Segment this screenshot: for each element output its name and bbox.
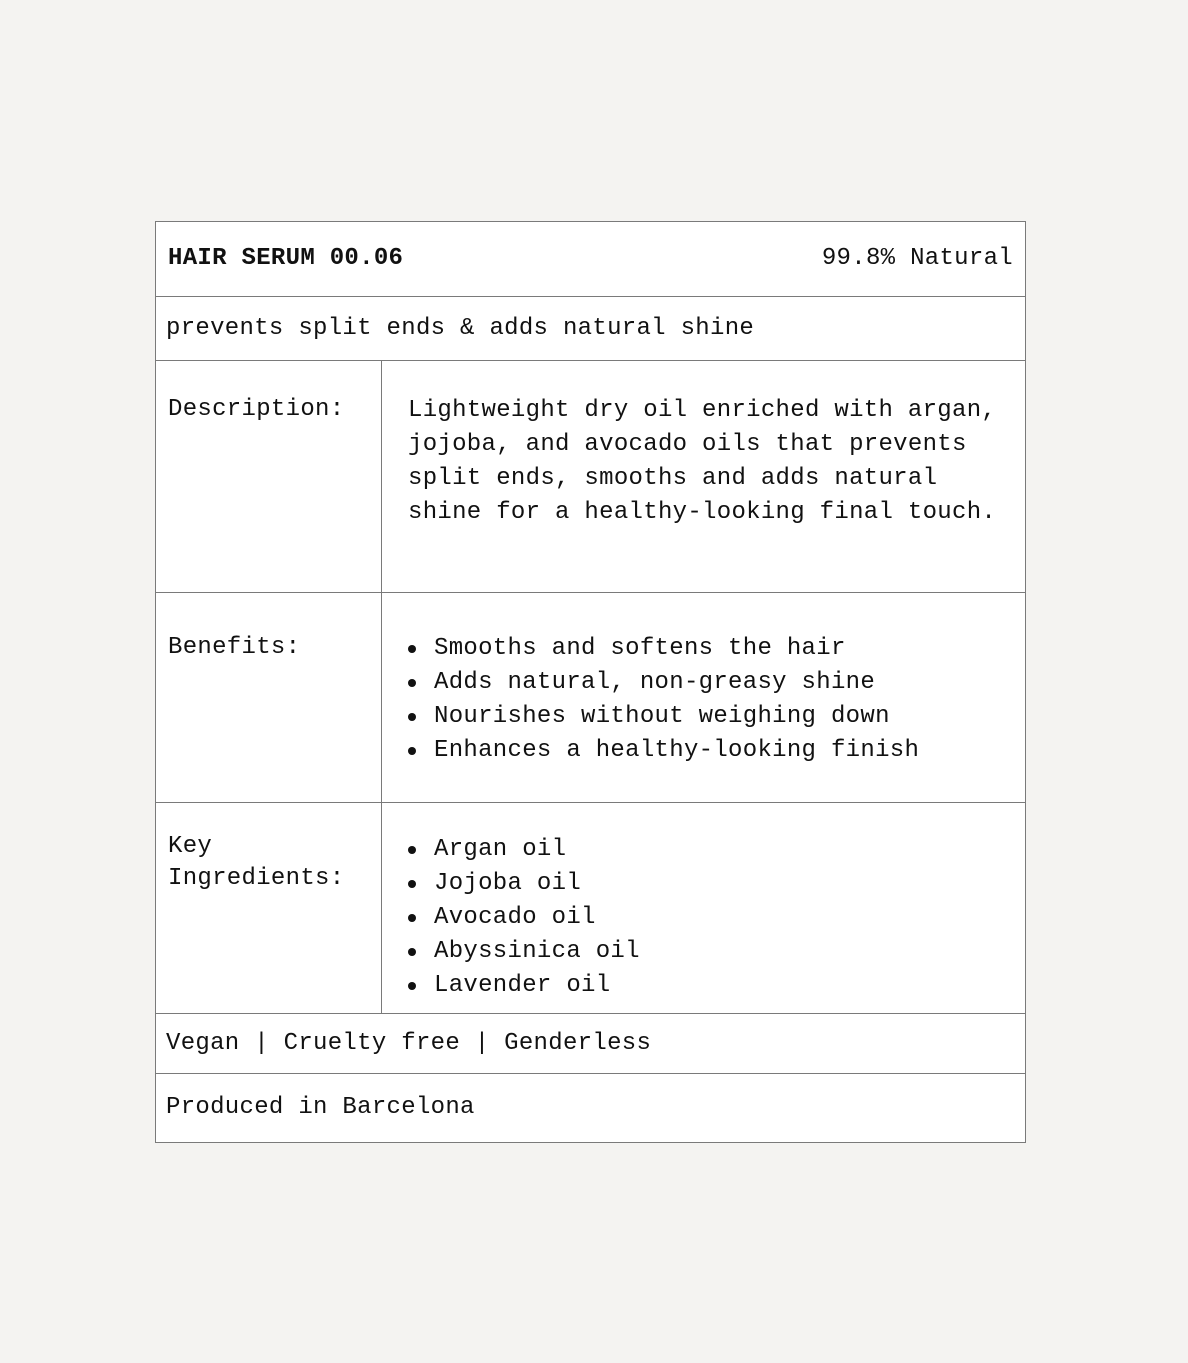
list-item: Jojoba oil <box>405 867 1025 901</box>
description-key-cell <box>156 361 382 592</box>
description-label: Description: <box>168 396 345 423</box>
description-line: split ends, smooths and adds natural <box>408 465 938 492</box>
list-item: Nourishes without weighing down <box>405 700 1025 734</box>
list-item: Adds natural, non-greasy shine <box>405 666 1025 700</box>
attributes-row <box>156 1014 1025 1074</box>
benefits-cell <box>382 593 1025 802</box>
tagline-row <box>156 297 1025 361</box>
ingredients-list <box>405 833 1025 1003</box>
list-item: Enhances a healthy-looking finish <box>405 734 1025 768</box>
natural-percentage: 99.8% Natural <box>821 245 1013 272</box>
ingredients-label-line: Key <box>168 833 213 860</box>
ingredients-row <box>156 803 1025 1014</box>
description-line: shine for a healthy-looking final touch. <box>408 499 997 526</box>
product-label <box>155 221 1026 1143</box>
ingredients-key-cell <box>156 803 382 1013</box>
ingredients-cell <box>382 803 1025 1013</box>
description-text <box>382 361 1025 592</box>
header-row <box>156 222 1025 297</box>
origin: Produced in Barcelona <box>166 1094 475 1121</box>
ingredients-label-line: Ingredients: <box>168 865 345 892</box>
list-item: Abyssinica oil <box>405 935 1025 969</box>
benefits-list <box>405 632 1025 768</box>
list-item: Lavender oil <box>405 969 1025 1003</box>
description-line: Lightweight dry oil enriched with argan, <box>408 397 997 424</box>
description-row <box>156 361 1025 593</box>
origin-row <box>156 1074 1025 1142</box>
product-name: HAIR SERUM 00.06 <box>168 245 404 272</box>
benefits-key-cell <box>156 593 382 802</box>
attributes: Vegan | Cruelty free | Genderless <box>166 1029 652 1057</box>
list-item: Argan oil <box>405 833 1025 867</box>
description-line: jojoba, and avocado oils that prevents <box>408 431 967 458</box>
list-item: Avocado oil <box>405 901 1025 935</box>
benefits-row <box>156 593 1025 803</box>
benefits-label: Benefits: <box>168 634 301 661</box>
list-item: Smooths and softens the hair <box>405 632 1025 666</box>
tagline: prevents split ends & adds natural shine <box>166 314 755 342</box>
